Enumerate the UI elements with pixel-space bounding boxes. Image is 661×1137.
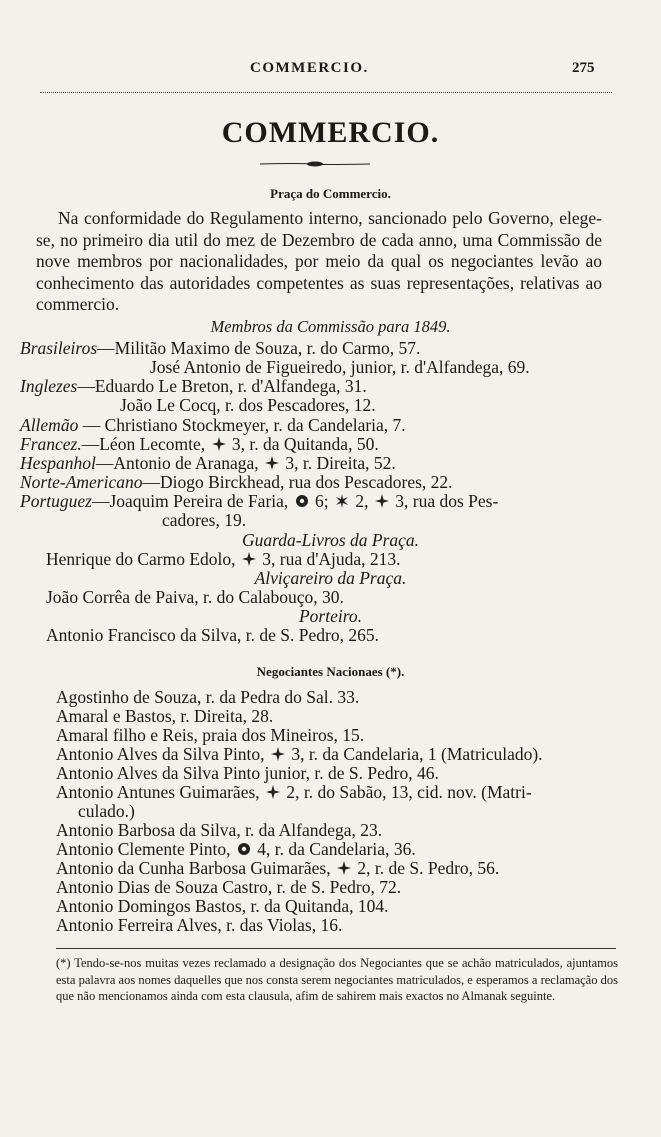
rose-medal-icon bbox=[295, 494, 309, 508]
running-header bbox=[0, 60, 661, 82]
guarda-heading: Guarda-Livros da Praça. bbox=[241, 530, 420, 550]
member-text: João Le Cocq, r. dos Pescadores, 12. bbox=[120, 395, 376, 415]
list-item-text: Agostinho de Souza, r. da Pedra do Sal. 33. bbox=[56, 687, 360, 707]
member-text: 3, r. da Quitanda, 50. bbox=[231, 434, 379, 454]
member-text: — Christiano Stockmeyer, r. da Candelaria, 7. bbox=[78, 415, 406, 435]
member-text: cadores, 19. bbox=[162, 510, 247, 530]
list-item-text: Amaral e Bastos, r. Direita, 28. bbox=[56, 706, 274, 726]
section-title: COMMERCIO. bbox=[221, 116, 440, 149]
order-cross-icon bbox=[265, 456, 279, 470]
member-nation: Francez. bbox=[20, 434, 82, 454]
list-item-text: 4, r. da Candelaria, 36. bbox=[257, 839, 416, 859]
list-item-text: 2, r. do Sabão, 13, cid. nov. (Matri- bbox=[286, 782, 532, 802]
order-cross-icon bbox=[337, 861, 351, 875]
member-line bbox=[120, 394, 376, 416]
running-title: COMMERCIO. bbox=[250, 60, 369, 76]
list-item bbox=[56, 914, 342, 936]
member-text: 2, bbox=[355, 491, 369, 511]
member-text: 3, r. Direita, 52. bbox=[285, 453, 396, 473]
member-line bbox=[162, 509, 246, 531]
order-cross-icon bbox=[266, 785, 280, 799]
porteiro-line: Antonio Francisco da Silva, r. de S. Pedro, 265. bbox=[46, 625, 379, 645]
order-cross-icon bbox=[212, 437, 226, 451]
member-nation: Allemão bbox=[20, 415, 79, 435]
member-nation: Inglezes bbox=[20, 376, 78, 396]
member-nation: Hespanhol bbox=[20, 453, 96, 473]
list-item-text: Antonio da Cunha Barbosa Guimarães, bbox=[56, 858, 331, 878]
member-text: —Antonio de Aranaga, bbox=[95, 453, 259, 473]
list-item-text: Antonio Alves da Silva Pinto, bbox=[56, 744, 265, 764]
footnote: (*) Tendo-se-nos muitas vezes reclamado a designação dos Negociantes que se achão matriculados, ajuntamos esta palavra aos nomes daquelles que nos consta serem negociantes matriculados, e esperamos a reclamação dos que não mencionamos ainda com esta clausula, afim de sahirem mais exactos no Almanak seguinte. bbox=[56, 956, 618, 1003]
intro-paragraph: Na conformidade do Regulamento interno, sancionado pelo Governo, elege-se, no primeiro dia util do mez de Dezembro de cada anno, uma Commissão de nove membros por nacionalidades, por meio da qual os negociantes levão ao conhecimento das autoridades competentes as suas representações, relativas ao commercio. bbox=[36, 208, 602, 314]
list-item-text: Antonio Dias de Souza Castro, r. de S. Pedro, 72. bbox=[56, 877, 402, 897]
list-item-text: Amaral filho e Reis, praia dos Mineiros, 15. bbox=[56, 725, 365, 745]
member-line bbox=[20, 490, 498, 512]
members-heading: Membros da Commissão para 1849. bbox=[210, 317, 451, 336]
praca-heading: Praça do Commercio. bbox=[270, 186, 391, 201]
order-cross-icon bbox=[242, 552, 256, 566]
guarda-text: Henrique do Carmo Edolo, bbox=[46, 549, 236, 569]
list-item-text: Antonio Antunes Guimarães, bbox=[56, 782, 260, 802]
alvicareiro-heading: Alviçareiro da Praça. bbox=[254, 568, 407, 588]
order-cross-icon bbox=[375, 494, 389, 508]
member-text: 3, rua dos Pes- bbox=[395, 491, 499, 511]
list-item-text: Antonio Clemente Pinto, bbox=[56, 839, 231, 859]
ornament-rule-icon bbox=[260, 160, 370, 168]
list-item-text: Antonio Alves da Silva Pinto junior, r. de S. Pedro, 46. bbox=[56, 763, 439, 783]
header-rule bbox=[40, 92, 612, 93]
member-text: —Léon Lecomte, bbox=[81, 434, 206, 454]
member-nation: Portuguez bbox=[20, 491, 92, 511]
member-text: 6; bbox=[315, 491, 329, 511]
guarda-text: 3, rua d'Ajuda, 213. bbox=[262, 549, 401, 569]
list-item-text: Antonio Domingos Bastos, r. da Quitanda, 104. bbox=[56, 896, 389, 916]
order-cross-icon bbox=[271, 747, 285, 761]
list-item-text: Antonio Ferreira Alves, r. das Violas, 16. bbox=[56, 915, 343, 935]
member-text: José Antonio de Figueiredo, junior, r. d'Alfandega, 69. bbox=[150, 357, 530, 377]
list-item-text: culado.) bbox=[78, 801, 135, 821]
member-text: —Militão Maximo de Souza, r. do Carmo, 57. bbox=[97, 338, 421, 358]
list-item-text: Antonio Barbosa da Silva, r. da Alfandega, 23. bbox=[56, 820, 383, 840]
page-number: 275 bbox=[572, 60, 595, 76]
rose-medal-icon bbox=[237, 842, 251, 856]
list-item-text: 2, r. de S. Pedro, 56. bbox=[357, 858, 500, 878]
member-nation: Norte-Americano bbox=[20, 472, 143, 492]
footnote-rule bbox=[56, 948, 616, 949]
member-text: —Eduardo Le Breton, r. d'Alfandega, 31. bbox=[77, 376, 367, 396]
member-text: —Joaquim Pereira de Faria, bbox=[91, 491, 289, 511]
list-item-text: 3, r. da Candelaria, 1 (Matriculado). bbox=[291, 744, 543, 764]
member-text: —Diogo Birckhead, rua dos Pescadores, 22. bbox=[142, 472, 453, 492]
porteiro-heading: Porteiro. bbox=[298, 606, 363, 626]
star-order-icon bbox=[335, 494, 349, 508]
alvicareiro-line: João Corrêa de Paiva, r. do Calabouço, 30. bbox=[46, 587, 344, 607]
member-nation: Brasileiros bbox=[20, 338, 98, 358]
negociantes-heading: Negociantes Nacionaes (*). bbox=[256, 664, 405, 679]
